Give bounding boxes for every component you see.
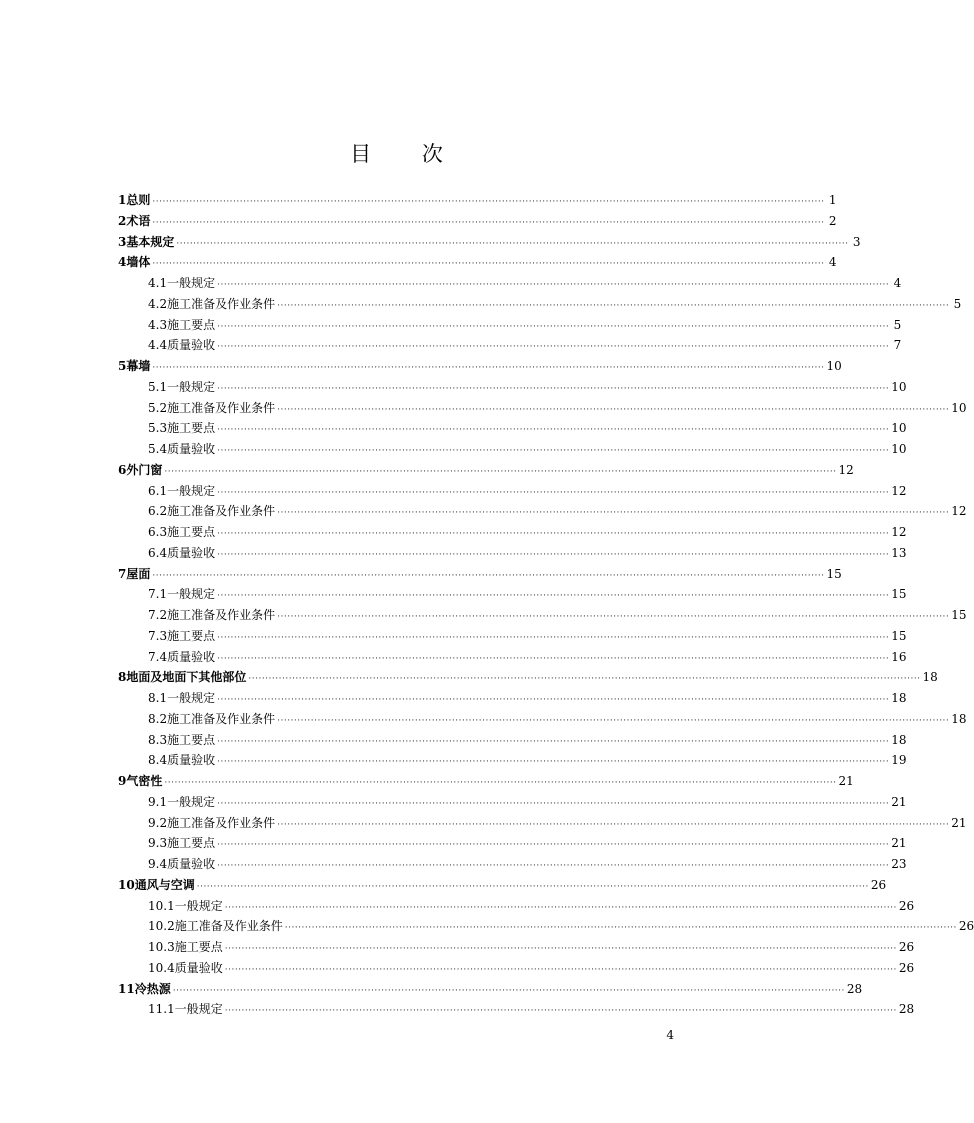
toc-section-entry[interactable] xyxy=(118,750,907,771)
toc-entry-number: 3 xyxy=(118,234,127,249)
toc-entry-title: 质量验收 xyxy=(167,338,216,353)
toc-entry-page: 26 xyxy=(898,898,915,913)
dot-leader: ········································································································································································································ xyxy=(224,964,897,975)
toc-chapter-entry[interactable] xyxy=(118,875,887,896)
toc-entry-page: 18 xyxy=(922,670,938,685)
toc-entry-number: 5.3 xyxy=(148,421,168,436)
toc-entry-page: 28 xyxy=(898,1002,915,1017)
toc-entry-title: 施工要点 xyxy=(167,525,216,539)
toc-entry-page: 28 xyxy=(846,981,863,996)
dot-leader: ········································································································································································································ xyxy=(217,487,890,498)
toc-entry-page: 18 xyxy=(891,691,907,705)
toc-entry-title: 施工准备及作业条件 xyxy=(167,608,276,622)
toc-entry-title: 一般规定 xyxy=(174,898,223,913)
toc-entry-title: 一般规定 xyxy=(174,1002,223,1017)
toc-entry-page: 12 xyxy=(838,462,854,477)
toc-entry-title: 总则 xyxy=(126,193,151,207)
toc-entry-page: 10 xyxy=(951,400,967,415)
toc-entry-number: 6 xyxy=(118,462,127,477)
dot-leader: ········································································································································································································ xyxy=(217,425,890,436)
dot-leader: ········································································································································································································ xyxy=(217,446,890,456)
toc-section-entry[interactable] xyxy=(118,543,907,564)
toc-entry-page: 10 xyxy=(891,421,907,436)
dot-leader: ········································································································································································································ xyxy=(217,529,890,539)
dot-leader: ········································································································································································································ xyxy=(217,653,890,664)
toc-entry-title: 屋面 xyxy=(126,566,151,581)
toc-section-entry[interactable] xyxy=(118,813,967,834)
toc-section-entry[interactable] xyxy=(118,730,907,751)
dot-leader: ········································································································································································································ xyxy=(224,1006,897,1017)
dot-leader: ········································································································································································································ xyxy=(217,695,890,705)
toc-entry-title: 质量验收 xyxy=(174,960,223,975)
toc-entry-page: 5 xyxy=(953,296,962,311)
toc-entry-title: 冷热源 xyxy=(134,981,171,996)
toc-entry-page: 15 xyxy=(826,566,842,581)
toc-section-entry[interactable] xyxy=(118,647,907,668)
toc-entry-number: 10.3 xyxy=(148,940,175,954)
toc-entry-title: 施工要点 xyxy=(167,732,216,747)
toc-entry-number: 9.1 xyxy=(148,794,168,809)
toc-entry-title: 外门窗 xyxy=(126,462,163,477)
toc-entry-number: 6.3 xyxy=(148,525,168,539)
toc-section-entry[interactable] xyxy=(118,481,907,502)
dot-leader: ········································································································································································································ xyxy=(164,778,837,788)
dot-leader: ········································································································································································································ xyxy=(277,404,950,415)
toc-entry-page: 26 xyxy=(898,960,915,975)
toc-entry-page: 12 xyxy=(951,504,967,519)
toc-section-entry[interactable] xyxy=(118,439,907,460)
toc-entry-title: 幕墙 xyxy=(126,359,151,373)
toc-entry-page: 26 xyxy=(870,877,887,892)
toc-entry-title: 施工准备及作业条件 xyxy=(167,296,276,311)
toc-section-entry[interactable] xyxy=(118,937,915,958)
dot-leader: ········································································································································································································ xyxy=(217,280,890,290)
toc-entry-page: 18 xyxy=(951,711,967,726)
toc-chapter-entry[interactable] xyxy=(118,252,837,273)
toc-entry-number: 1 xyxy=(118,193,127,207)
toc-entry-title: 基本规定 xyxy=(126,234,175,249)
toc-entry-title: 施工要点 xyxy=(167,421,216,436)
toc-section-entry[interactable] xyxy=(118,273,902,294)
toc-entry-page: 2 xyxy=(828,213,837,228)
toc-entry-number: 8.2 xyxy=(148,711,168,726)
dot-leader: ········································································································································································································ xyxy=(217,321,890,332)
toc-entry-page: 10 xyxy=(826,359,842,373)
toc-entry-number: 9 xyxy=(118,774,127,788)
toc-entry-title: 施工要点 xyxy=(167,836,216,851)
dot-leader: ········································································································································································································ xyxy=(217,736,890,747)
toc-entry-page: 21 xyxy=(951,815,967,830)
toc-entry-page: 26 xyxy=(958,919,974,934)
toc-entry-number: 7.1 xyxy=(148,587,168,602)
toc-section-entry[interactable] xyxy=(118,501,967,522)
page-number: 4 xyxy=(666,1028,674,1042)
toc-entry-number: 10.4 xyxy=(148,960,175,975)
toc-entry-number: 5 xyxy=(118,359,127,373)
dot-leader: ········································································································································································································ xyxy=(217,861,890,871)
toc-entry-page: 10 xyxy=(891,379,907,394)
toc-section-entry[interactable] xyxy=(118,626,907,647)
toc-entry-number: 6.1 xyxy=(148,483,168,498)
toc-entry-page: 12 xyxy=(891,483,907,498)
toc-entry-title: 施工要点 xyxy=(167,317,216,332)
toc-entry-page: 7 xyxy=(893,338,902,353)
toc-entry-number: 8.1 xyxy=(148,691,168,705)
toc-entry-page: 15 xyxy=(891,587,907,602)
toc-entry-page: 3 xyxy=(852,234,861,249)
toc-section-entry[interactable] xyxy=(118,315,902,336)
dot-leader: ········································································································································································································ xyxy=(217,632,890,643)
toc-entry-title: 施工要点 xyxy=(174,940,223,954)
toc-chapter-entry[interactable] xyxy=(118,979,863,1000)
toc-entry-title: 施工准备及作业条件 xyxy=(167,711,276,726)
toc-entry-page: 12 xyxy=(891,525,907,539)
dot-leader: ········································································································································································································ xyxy=(277,300,950,311)
toc-section-entry[interactable] xyxy=(118,294,962,315)
dot-leader: ········································································································································································································ xyxy=(152,197,825,207)
toc-section-entry[interactable] xyxy=(118,605,967,626)
toc-entry-number: 6.2 xyxy=(148,504,168,519)
toc-entry-number: 4.2 xyxy=(148,296,168,311)
dot-leader: ········································································································································································································ xyxy=(152,217,825,228)
toc-entry-page: 21 xyxy=(838,774,854,788)
toc-section-entry[interactable] xyxy=(118,833,907,854)
toc-entry-title: 一般规定 xyxy=(167,691,216,705)
toc-chapter-entry[interactable] xyxy=(118,667,938,688)
dot-leader: ········································································································································································································ xyxy=(248,674,921,685)
dot-leader: ········································································································································································································ xyxy=(217,591,890,602)
dot-leader: ········································································································································································································ xyxy=(152,363,825,373)
dot-leader: ········································································································································································································ xyxy=(284,923,957,934)
page-title: 目 次 xyxy=(350,142,465,166)
toc-entry-title: 施工准备及作业条件 xyxy=(174,919,283,934)
toc-entry-page: 16 xyxy=(891,649,907,664)
toc-entry-number: 9.3 xyxy=(148,836,168,851)
toc-entry-page: 15 xyxy=(951,608,967,622)
toc-entry-page: 15 xyxy=(891,628,907,643)
toc-section-entry[interactable] xyxy=(118,958,915,979)
toc-section-entry[interactable] xyxy=(118,709,967,730)
toc-entry-number: 10.1 xyxy=(148,898,175,913)
toc-section-entry[interactable] xyxy=(118,522,907,543)
toc-entry-title: 施工要点 xyxy=(167,628,216,643)
toc-entry-page: 19 xyxy=(891,753,907,768)
toc-entry-title: 气密性 xyxy=(126,774,163,788)
toc-entry-page: 26 xyxy=(898,940,915,954)
toc-section-entry[interactable] xyxy=(118,999,915,1020)
dot-leader: ········································································································································································································ xyxy=(172,985,845,996)
toc-entry-number: 8.4 xyxy=(148,753,168,768)
toc-section-entry[interactable] xyxy=(118,896,915,917)
dot-leader: ········································································································································································································ xyxy=(277,508,950,519)
toc-section-entry[interactable] xyxy=(118,916,974,937)
toc-section-entry[interactable] xyxy=(118,854,907,875)
toc-entry-page: 10 xyxy=(891,442,907,456)
toc-entry-page: 13 xyxy=(891,545,907,560)
toc-entry-number: 7.4 xyxy=(148,649,168,664)
toc-entry-title: 质量验收 xyxy=(167,857,216,871)
toc-chapter-entry[interactable] xyxy=(118,211,837,232)
toc-entry-number: 8.3 xyxy=(148,732,168,747)
dot-leader: ········································································································································································································ xyxy=(224,944,897,954)
toc-entry-title: 术语 xyxy=(126,213,151,228)
toc-entry-page: 18 xyxy=(891,732,907,747)
toc-section-entry[interactable] xyxy=(118,688,907,709)
toc-entry-number: 4.3 xyxy=(148,317,168,332)
toc-entry-number: 5.1 xyxy=(148,379,168,394)
toc-entry-title: 一般规定 xyxy=(167,587,216,602)
toc-section-entry[interactable] xyxy=(118,584,907,605)
dot-leader: ········································································································································································································ xyxy=(217,342,890,353)
toc-entry-title: 通风与空调 xyxy=(134,877,195,892)
dot-leader: ········································································································································································································ xyxy=(217,840,890,851)
toc-chapter-entry[interactable] xyxy=(118,190,837,211)
toc-entry-page: 23 xyxy=(891,857,907,871)
toc-entry-title: 施工准备及作业条件 xyxy=(167,504,276,519)
toc-entry-title: 施工准备及作业条件 xyxy=(167,400,276,415)
toc-chapter-entry[interactable] xyxy=(118,564,842,585)
table-of-contents xyxy=(118,190,974,1020)
dot-leader: ········································································································································································································ xyxy=(224,902,897,913)
dot-leader: ········································································································································································································ xyxy=(152,259,825,270)
toc-chapter-entry[interactable] xyxy=(118,232,861,253)
toc-entry-title: 质量验收 xyxy=(167,753,216,768)
toc-section-entry[interactable] xyxy=(118,792,907,813)
toc-entry-title: 质量验收 xyxy=(167,442,216,456)
dot-leader: ········································································································································································································ xyxy=(217,798,890,809)
toc-entry-page: 5 xyxy=(893,317,902,332)
toc-entry-number: 7 xyxy=(118,566,127,581)
toc-entry-page: 4 xyxy=(893,276,902,290)
dot-leader: ········································································································································································································ xyxy=(217,549,890,560)
toc-entry-title: 质量验收 xyxy=(167,649,216,664)
toc-entry-title: 施工准备及作业条件 xyxy=(167,815,276,830)
dot-leader: ········································································································································································································ xyxy=(196,881,869,892)
toc-entry-number: 10.2 xyxy=(148,919,175,934)
toc-chapter-entry[interactable] xyxy=(118,771,854,792)
toc-chapter-entry[interactable] xyxy=(118,460,854,481)
toc-section-entry[interactable] xyxy=(118,418,907,439)
toc-entry-number: 11.1 xyxy=(148,1002,175,1017)
toc-entry-title: 地面及地面下其他部位 xyxy=(126,670,247,685)
dot-leader: ········································································································································································································ xyxy=(277,715,950,726)
toc-entry-title: 墙体 xyxy=(126,255,151,270)
toc-entry-title: 一般规定 xyxy=(167,794,216,809)
dot-leader: ········································································································································································································ xyxy=(217,757,890,768)
toc-entry-title: 质量验收 xyxy=(167,545,216,560)
toc-entry-number: 5.4 xyxy=(148,442,168,456)
dot-leader: ········································································································································································································ xyxy=(217,383,890,394)
toc-entry-number: 10 xyxy=(118,877,135,892)
dot-leader: ········································································································································································································ xyxy=(277,819,950,830)
dot-leader: ········································································································································································································ xyxy=(277,612,950,622)
toc-entry-page: 1 xyxy=(828,193,837,207)
toc-entry-number: 8 xyxy=(118,670,127,685)
toc-entry-page: 4 xyxy=(828,255,837,270)
dot-leader: ········································································································································································································ xyxy=(164,466,837,477)
toc-entry-number: 7.3 xyxy=(148,628,168,643)
toc-entry-number: 6.4 xyxy=(148,545,168,560)
toc-entry-title: 一般规定 xyxy=(167,276,216,290)
dot-leader: ········································································································································································································ xyxy=(152,570,825,581)
toc-entry-number: 4.4 xyxy=(148,338,168,353)
toc-entry-page: 21 xyxy=(891,836,907,851)
toc-entry-number: 2 xyxy=(118,213,127,228)
toc-entry-number: 11 xyxy=(118,981,135,996)
toc-section-entry[interactable] xyxy=(118,398,967,419)
toc-entry-title: 一般规定 xyxy=(167,483,216,498)
toc-entry-number: 9.4 xyxy=(148,857,168,871)
dot-leader: ········································································································································································································ xyxy=(176,238,849,249)
toc-entry-title: 一般规定 xyxy=(167,379,216,394)
toc-section-entry[interactable] xyxy=(118,335,902,356)
toc-entry-number: 7.2 xyxy=(148,608,168,622)
toc-chapter-entry[interactable] xyxy=(118,356,842,377)
toc-entry-number: 5.2 xyxy=(148,400,168,415)
toc-entry-number: 4 xyxy=(118,255,127,270)
toc-entry-number: 4.1 xyxy=(148,276,168,290)
toc-entry-number: 9.2 xyxy=(148,815,168,830)
toc-entry-page: 21 xyxy=(891,794,907,809)
toc-section-entry[interactable] xyxy=(118,377,907,398)
